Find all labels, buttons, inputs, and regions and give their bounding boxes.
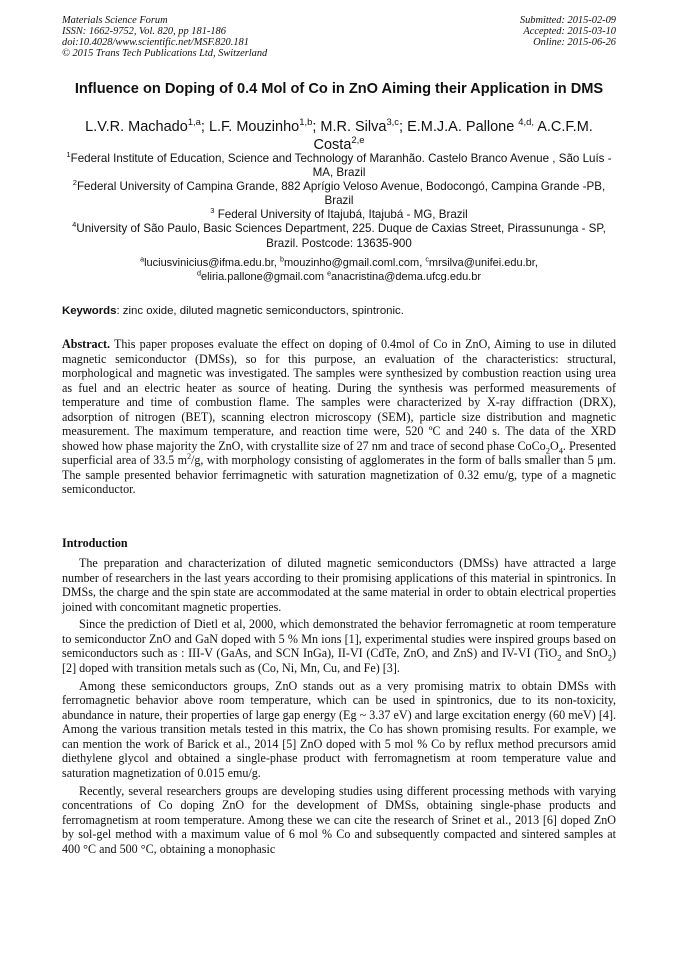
body-text: and SnO — [561, 646, 608, 661]
abstract-text: O — [549, 438, 559, 453]
formula-subscript: 2 — [607, 652, 612, 663]
body-paragraph — [62, 617, 616, 675]
abstract-label: Abstract. — [62, 337, 111, 351]
affiliation-text: Federal University of Campina Grande, 882 Aprígio Veloso Avenue, Bodocongó, Campina Grande -PB, Brazil — [76, 180, 606, 208]
author-list — [58, 118, 620, 154]
affiliation-number: 2 — [72, 178, 77, 188]
affiliation — [58, 180, 620, 208]
formula-subscript: 2 — [545, 444, 550, 455]
email-address[interactable]: mouzinho@gmail.coml.com, — [283, 257, 426, 269]
section-heading-introduction: Introduction — [62, 536, 128, 550]
author-name: A.C.F.M. Costa — [313, 119, 593, 153]
body-text: ) [2] doped with transition metals such as (Co, Ni, Mn, Cu, and Fe) [3]. — [62, 646, 617, 675]
email-mark: d — [196, 269, 201, 278]
copyright-line: © 2015 Trans Tech Publications Ltd, Switzerland — [62, 48, 268, 59]
abstract-paragraph — [62, 337, 616, 497]
author-affil-mark: 3,c — [386, 116, 400, 128]
email-address[interactable]: anacristina@dema.ufcg.edu.br — [331, 271, 482, 283]
author-separator: ; — [312, 119, 321, 135]
abstract — [62, 337, 616, 497]
keywords — [62, 304, 616, 319]
author-affil-mark: 1,a — [187, 116, 201, 128]
body-paragraph: The preparation and characterization of diluted magnetic semiconductors (DMSs) have attracted a large number of researchers in the last years according to their promising applications of this material in spintronics. In DMSs, the charge and the spin state are accommodated at the same material in order to obtain electrical properties joined with concomitant magnetic properties. — [62, 556, 616, 614]
author-affil-mark: 4,d, — [518, 116, 534, 128]
email-mark: e — [327, 269, 332, 278]
abstract-text: This paper proposes evaluate the effect on doping of 0.4mol of Co in ZnO, Aiming to use in diluted magnetic semiconductor (DMSs), so for this purpose, an evaluation of the characteristics: structural, morphological and magnetic was investigated. The samples were synthesized by combustion reaction using urea as fuel and an electric heater as source of heating. During the synthesis was performed measurements of temperature and time of combustion flame. The samples were characterized by X-ray diffraction (DRX), adsorption of nitrogen (BET), scanning electron microscopy (SEM), particle size distribution and magnetic measurement. The maximum temperature, and reaction time were, 520 ºC and 240 s. The data of the XRD showed how phase majority the ZnO, with crystallite size of 27 nm and trace of second phase CoCo — [62, 337, 616, 453]
email-mark: c — [425, 255, 429, 264]
affiliation-number: 4 — [72, 220, 77, 230]
email-address[interactable]: eliria.pallone@gmail.com — [200, 271, 328, 283]
affiliation — [58, 222, 620, 250]
affiliation — [58, 208, 620, 222]
abstract-text: . Presented superficial area of 33.5 m — [62, 438, 616, 467]
keywords-label: Keywords — [62, 305, 117, 317]
author-name: L.V.R. Machado — [85, 119, 188, 135]
email-mark: b — [279, 255, 284, 264]
affiliation-text: Federal University of Itajubá, Itajubá - MG, Brazil — [214, 208, 468, 222]
email-address[interactable]: luciusvinicius@ifma.edu.br, — [144, 257, 280, 269]
affiliation-number: 3 — [210, 206, 215, 216]
author-separator: ; — [200, 119, 209, 135]
issn-line: ISSN: 1662-9752, Vol. 820, pp 181-186 — [62, 26, 226, 37]
email-line — [58, 270, 620, 284]
body-text: Since the prediction of Dietl et al, 2000, which demonstrated the behavior ferromagnetic at room temperature to semiconductor ZnO and GaN doped with 5 % Mn ions [1], experimental studies were inspired groups based on semiconductors such as : III-V (GaAs, and SCN InGa), II-VI (CdTe, ZnO, and ZnS) and IV-VI (TiO — [62, 617, 616, 661]
doi-line: doi:10.4028/www.scientific.net/MSF.820.181 — [62, 37, 249, 48]
unit-superscript: 2 — [187, 451, 191, 461]
submission-dates — [520, 15, 616, 48]
journal-info — [62, 15, 267, 59]
online-date: Online: 2015-06-26 — [533, 37, 616, 48]
formula-subscript: 2 — [557, 652, 562, 663]
submitted-date: Submitted: 2015-02-09 — [519, 15, 616, 26]
body-paragraph: Among these semiconductors groups, ZnO stands out as a very promising matrix to obtain DMSs with ferromagnetic behavior above room temperature, which can be used in spintronics, due to its non-toxicity, abundance in nature, their properties of large gap energy (Eg ~ 3.37 eV) and large excitation energy (60 meV) [4]. Among the various transition metals tested in this matrix, the Co has shown promising results. For example, we can mention the work of Barick et al., 2014 [5] ZnO doped with 5 mol % Co by reflux method precursors amid diethylene glycol and obtained a single-phase product with ferromagnetism at room temperature value and saturation magnetization of 0.015 emu/g. — [62, 678, 616, 780]
email-line — [58, 256, 620, 270]
body-paragraph: Recently, several researchers groups are developing studies using different processing methods with varying concentrations of Co doping ZnO for the development of DMSs, obtaining single-phase products and ferromagnetism at room temperature. Among these we can cite the research of Srinet et al., 2013 [6] doped ZnO by sol-gel method with a maximum value of 6 mol % Co and subsequently compacted and sintered samples at 400 °C and 500 °C, obtaining a monophasic — [62, 783, 616, 856]
email-list — [58, 256, 620, 284]
affiliation-list — [58, 152, 620, 251]
author-name: M.R. Silva — [320, 119, 387, 135]
paper-title: Influence on Doping of 0.4 Mol of Co in ZnO Aiming their Application in DMS — [74, 81, 604, 97]
affiliation — [58, 152, 620, 180]
affiliation-number: 1 — [66, 150, 71, 160]
accepted-date: Accepted: 2015-03-10 — [523, 26, 616, 37]
author-affil-mark: 1,b — [299, 116, 313, 128]
affiliation-text: University of São Paulo, Basic Sciences Department, 225. Duque de Caxias Street, Pirassununga - SP, Brazil. Postcode: 13635-900 — [76, 222, 606, 250]
author-separator: ; — [399, 119, 408, 135]
introduction-body — [62, 556, 616, 860]
formula-subscript: 4 — [558, 444, 563, 455]
abstract-text: /g, with morphology consisting of agglomerates in the form of balls smaller than 5 μm. The sample presented behavior ferrimagnetic with saturation magnetization of 0.32 emu/g, type of a magnetic semiconductor. — [62, 453, 616, 496]
email-address[interactable]: mrsilva@unifei.edu.br, — [428, 257, 538, 269]
author-affil-mark: 2,e — [351, 134, 365, 146]
email-mark: a — [140, 255, 145, 264]
affiliation-text: Federal Institute of Education, Science and Technology of Maranhão. Castelo Branco Avenue , São Luís - MA, Brazil — [70, 152, 612, 180]
journal-name: Materials Science Forum — [62, 15, 168, 26]
author-name: L.F. Mouzinho — [208, 119, 300, 135]
keywords-text: : zinc oxide, diluted magnetic semiconductors, spintronic. — [116, 305, 404, 317]
author-name: E.M.J.A. Pallone — [407, 119, 519, 135]
